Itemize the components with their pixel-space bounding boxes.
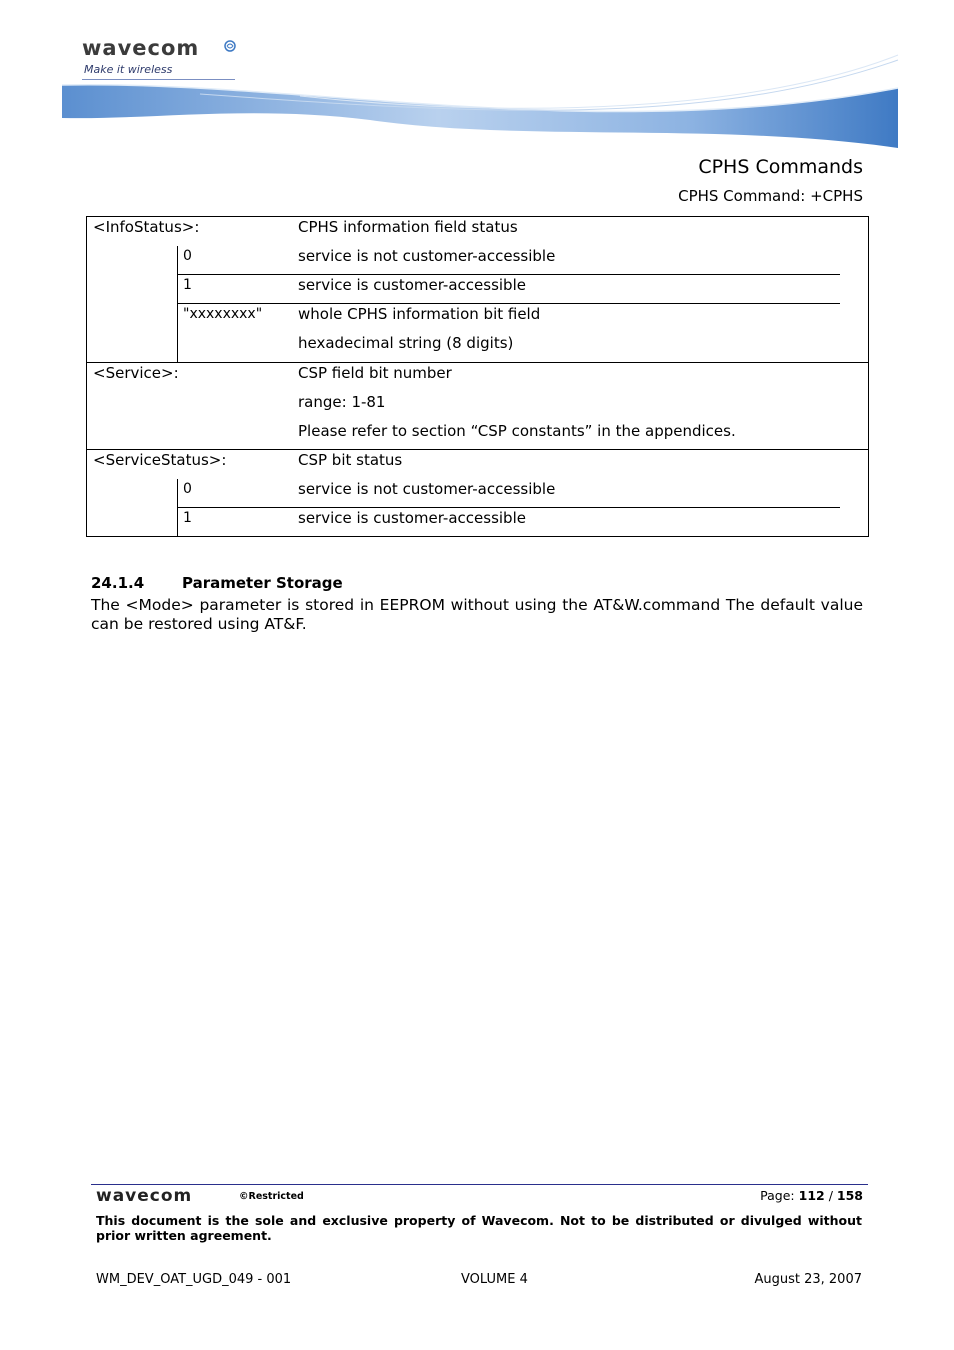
param-value: 1 (183, 510, 192, 526)
infostatus-group (87, 217, 869, 363)
wavecom-logo: wavecom (82, 36, 200, 60)
footer-rule (91, 1184, 868, 1185)
page-label: Page: (760, 1188, 795, 1203)
footer-wavecom-logo: wavecom (96, 1186, 193, 1206)
section-title: CPHS Commands (698, 156, 863, 178)
param-value: 1 (183, 277, 192, 293)
document-date: August 23, 2007 (754, 1272, 862, 1287)
section-subtitle: CPHS Command: +CPHS (678, 187, 863, 205)
param-description: CSP bit status (298, 451, 403, 469)
table-row (87, 450, 868, 479)
logo-underline (82, 79, 235, 80)
param-description: CSP field bit number (298, 364, 452, 382)
param-description: CPHS information field status (298, 218, 518, 236)
param-value: 0 (183, 481, 192, 497)
section-heading: Parameter Storage (182, 574, 343, 592)
restricted-label: ©Restricted (239, 1191, 304, 1202)
logo-tagline: Make it wireless (84, 63, 173, 76)
param-range: range: 1-81 (298, 393, 386, 411)
table-row (87, 363, 868, 392)
table-row (87, 304, 868, 333)
value-description: service is not customer-accessible (298, 480, 556, 498)
value-description: service is customer-accessible (298, 509, 526, 527)
legal-notice: This document is the sole and exclusive property of Wavecom. Not to be distributed or divulged without prior written agreement. (96, 1213, 862, 1243)
section-body: The <Mode> parameter is stored in EEPROM without using the AT&W.command The default value can be restored using AT&F. (91, 596, 863, 633)
service-group (87, 363, 869, 450)
table-row (87, 508, 868, 537)
value-description: hexadecimal string (8 digits) (298, 334, 514, 352)
wavecom-logo-mark-icon (224, 40, 236, 52)
page-indicator (760, 1188, 863, 1203)
value-description: service is customer-accessible (298, 276, 526, 294)
param-value: "xxxxxxxx" (183, 306, 263, 322)
table-row (87, 479, 868, 508)
param-name: <Service>: (93, 364, 179, 382)
servicestatus-group (87, 450, 869, 537)
value-description: whole CPHS information bit field (298, 305, 541, 323)
param-note: Please refer to section “CSP constants” in the appendices. (298, 422, 736, 440)
table-row (87, 246, 868, 275)
volume-label: VOLUME 4 (461, 1272, 528, 1287)
param-value: 0 (183, 248, 192, 264)
page-total: 158 (836, 1188, 863, 1203)
table-row (87, 392, 868, 421)
table-row (87, 333, 868, 362)
parameter-table (86, 216, 869, 537)
param-name: <ServiceStatus>: (93, 451, 227, 469)
document-reference: WM_DEV_OAT_UGD_049 - 001 (96, 1272, 292, 1287)
param-name: <InfoStatus>: (93, 218, 200, 236)
section-number: 24.1.4 (91, 574, 145, 592)
value-description: service is not customer-accessible (298, 247, 556, 265)
page-separator: / (828, 1188, 833, 1203)
table-row (87, 217, 868, 246)
page-current: 112 (798, 1188, 825, 1203)
table-row (87, 421, 868, 450)
table-row (87, 275, 868, 304)
